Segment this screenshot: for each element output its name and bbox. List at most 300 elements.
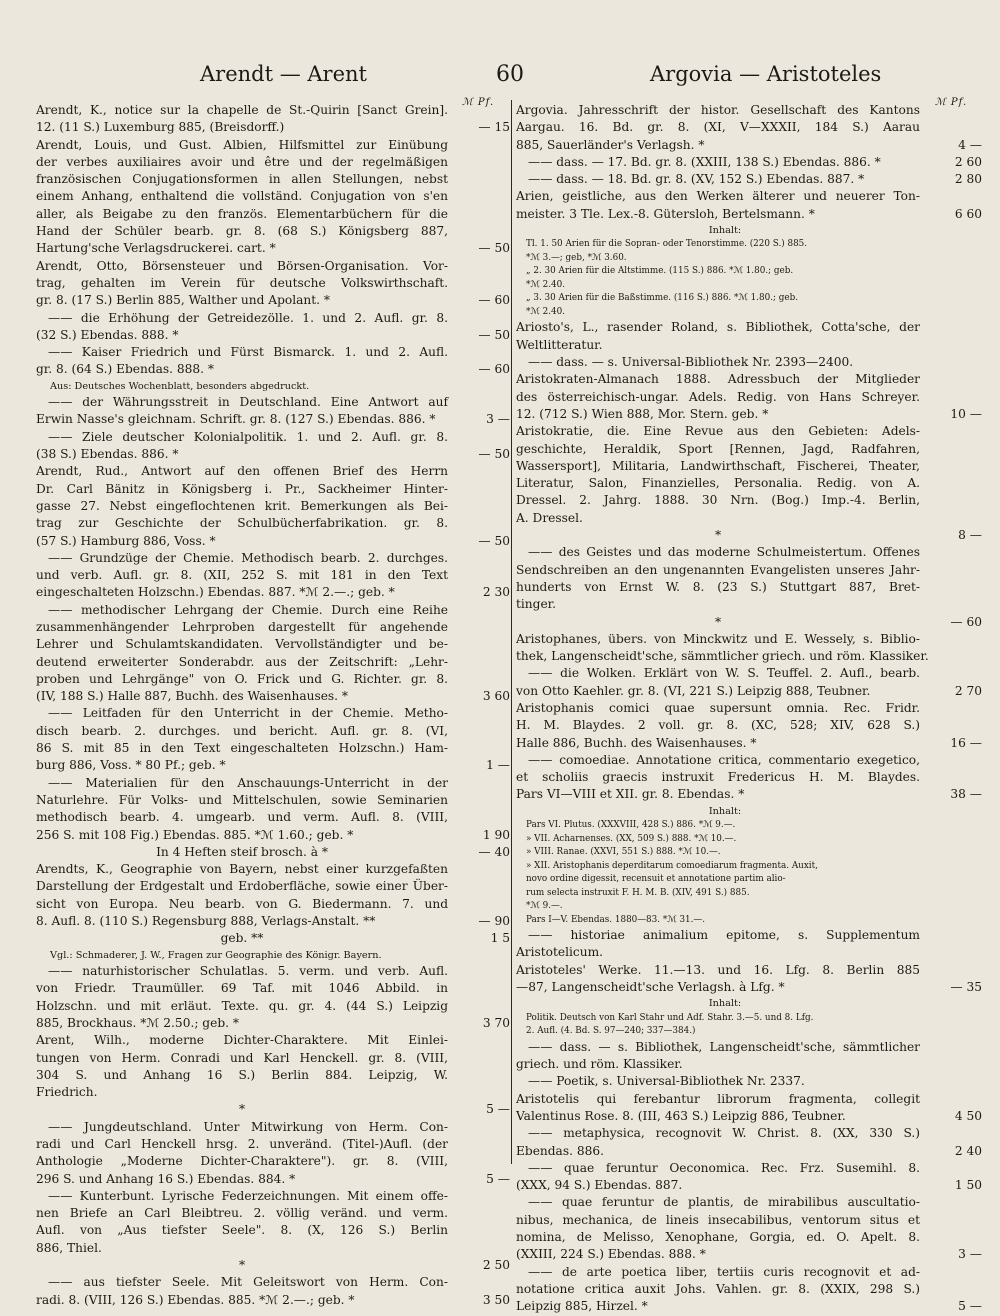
entry-line — [516, 648, 982, 665]
entry-text: Ariosto's, L., rasender Roland, s. Bibliothek, Cotta'sche, der — [516, 320, 920, 335]
entry-line — [36, 1032, 510, 1049]
entry-line — [516, 683, 982, 700]
entry-price: 2 80 — [954, 172, 982, 187]
entry-line — [516, 562, 982, 579]
entry-line — [516, 458, 982, 475]
entry-line — [36, 550, 510, 567]
entry-line — [516, 1025, 982, 1039]
entry-line — [36, 154, 510, 171]
entry-price: — 35 — [950, 980, 982, 995]
entry-line — [36, 1240, 510, 1257]
entry-text: (57 S.) Hamburg 886, Voss. * — [36, 533, 216, 548]
entry-text: trag, gehalten im Verein für deutsche Volkswirthschaft. — [36, 275, 448, 290]
entry-line — [36, 379, 510, 394]
entry-line — [36, 1205, 510, 1222]
entry-text: (XXX, 94 S.) Ebendas. 887. — [516, 1178, 683, 1193]
entry-price: 2 50 — [482, 1258, 510, 1273]
price-column-head-right: ℳ Pf. — [935, 97, 968, 108]
entry-line — [36, 740, 510, 757]
entry-line — [516, 371, 982, 388]
entry-price: 1 — — [486, 758, 510, 773]
entry-text: » VII. Acharnenses. (XX, 509 S.) 888. *ℳ 10.—. — [526, 833, 737, 844]
entry-text: gr. 8. (64 S.) Ebendas. 888. * — [36, 362, 215, 377]
entry-line — [516, 1229, 982, 1246]
entry-line — [516, 441, 982, 458]
entry-line — [516, 819, 982, 833]
entry-line — [36, 275, 510, 292]
entry-price: — 50 — [478, 533, 510, 548]
entry-line — [36, 240, 510, 257]
entry-price: — 40 — [478, 844, 510, 859]
entry-price: 4 50 — [954, 1108, 982, 1123]
entry-line — [516, 900, 982, 914]
entry-text: *ℳ 2.40. — [526, 306, 565, 317]
entry-text: französischen Conjugationsformen in allen Stellungen, nebst — [36, 172, 448, 187]
entry-line — [36, 1084, 510, 1101]
entry-line — [36, 446, 510, 463]
entry-line — [516, 1056, 982, 1073]
entry-text: Holzschn. und mit erläut. Texte. qu. gr. 4. (44 S.) Leipzig — [36, 998, 448, 1013]
entry-line — [36, 137, 510, 154]
entry-text: notatione critica auxit Johs. Vahlen. gr. 8. (XXIX, 298 S.) — [516, 1281, 920, 1296]
entry-text: disch bearb. 2. durchges. und bericht. Aufl. gr. 8. (VI, — [36, 723, 448, 738]
entry-text: Darstellung der Erdgestalt und Erdoberfläche, sowie einer Über- — [36, 879, 448, 894]
entry-line — [516, 544, 982, 561]
entry-line — [516, 596, 982, 613]
entry-text: 86 S. mit 85 in den Text eingeschalteten Holzschn.) Ham- — [36, 741, 448, 756]
entry-price: 5 — — [958, 1299, 982, 1314]
entry-line — [516, 1091, 982, 1108]
entry-line — [36, 930, 510, 947]
entry-text: tungen von Herm. Conradi und Karl Henckell. gr. 8. (VIII, — [36, 1050, 448, 1065]
entry-line — [36, 1257, 510, 1274]
entry-line — [516, 1298, 982, 1315]
entry-line — [516, 944, 982, 961]
entry-line — [36, 602, 510, 619]
entry-text: eingeschalteten Holzschn.) Ebendas. 887. *ℳ 2.—.; geb. * — [36, 585, 395, 600]
entry-line — [36, 258, 510, 275]
entry-text: —— der Währungsstreit in Deutschland. Eine Antwort auf — [48, 395, 448, 410]
entry-text: Arendt, Rud., Antwort auf den offenen Brief des Herrn — [36, 464, 448, 479]
entry-line — [36, 344, 510, 361]
entry-price: — 60 — [478, 293, 510, 308]
entry-text: Arendt, Louis, und Gust. Albien, Hilfsmittel zur Einübung — [36, 137, 448, 152]
entry-line — [516, 423, 982, 440]
entry-line — [516, 769, 982, 786]
entry-text: Lehrer und Schulamtskandidaten. Vervollständigter und be- — [36, 637, 448, 652]
entry-text: Arien, geistliche, aus den Werken älterer und neuerer Ton- — [516, 189, 920, 204]
entry-text: Aristokraten-Almanach 1888. Adressbuch der Mitglieder — [516, 372, 920, 387]
entry-text: 885, Sauerländer's Verlagsh. * — [516, 137, 705, 152]
entry-line — [516, 119, 982, 136]
entry-price: 6 60 — [954, 206, 982, 221]
entry-line — [36, 119, 510, 136]
entry-text: Dressel. 2. Jahrg. 1888. 30 Nrn. (Bog.) Imp.-4. Berlin, — [516, 493, 920, 508]
entry-line — [516, 188, 982, 205]
entry-text: Ebendas. 886. — [516, 1143, 604, 1158]
entry-text: 885, Brockhaus. *ℳ 2.50.; geb. * — [36, 1015, 239, 1030]
entry-line — [36, 792, 510, 809]
entry-text: sicht von Europa. Neu bearb. von G. Biedermann. 7. und — [36, 896, 448, 911]
entry-text: —87, Langenscheidt'sche Verlagsh. à Lfg. * — [516, 980, 785, 995]
price-column-head-left: ℳ Pf. — [462, 97, 495, 108]
entry-line — [516, 1012, 982, 1026]
entry-line — [516, 735, 982, 752]
entry-text: —— Ziele deutscher Kolonialpolitik. 1. und 2. Aufl. gr. 8. — [48, 429, 448, 444]
entry-text: —— Poetik, s. Universal-Bibliothek Nr. 2337. — [528, 1074, 805, 1089]
entry-line — [516, 833, 982, 847]
entry-text: griech. und röm. Klassiker. — [516, 1057, 683, 1072]
entry-price: 3 70 — [482, 1015, 510, 1030]
entry-line — [516, 389, 982, 406]
entry-line — [516, 1177, 982, 1194]
entry-line — [36, 498, 510, 515]
entry-line — [516, 510, 982, 527]
entry-text: Argovia. Jahresschrift der histor. Gesellschaft des Kantons — [516, 103, 920, 117]
entry-text: zusammenhängender Lehrproben dargestellt für angehende — [36, 620, 448, 634]
entry-text: proben und Lehrgänge" von O. Frick und G. Richter. gr. 8. — [36, 671, 448, 686]
entry-text: Inhalt: — [708, 805, 742, 817]
entry-text: —— dass. — 17. Bd. gr. 8. (XXIII, 138 S.) Ebendas. 886. * — [528, 154, 881, 169]
entry-line — [36, 567, 510, 584]
entry-text: —— historiae animalium epitome, s. Supplementum — [528, 928, 920, 943]
entry-text: „ 3. 30 Arien für die Baßstimme. (116 S.) 886. *ℳ 1.80.; geb. — [526, 293, 799, 304]
entry-line — [36, 361, 510, 378]
entry-line — [36, 705, 510, 722]
entry-text: 2. Aufl. (4. Bd. S. 97—240; 337—384.) — [526, 1026, 696, 1037]
entry-text: von Friedr. Traumüller. 69 Taf. mit 1046 Abbild. in — [36, 981, 448, 996]
entry-text: Dr. Carl Bänitz in Königsberg i. Pr., Sackheimer Hinter- — [36, 481, 448, 496]
entry-line — [36, 188, 510, 205]
entry-price: 2 70 — [954, 683, 982, 698]
entry-line — [516, 406, 982, 423]
entry-line — [36, 861, 510, 878]
entry-text: der verbes auxiliaires avoir und être und der regelmäßigen — [36, 154, 448, 169]
entry-text: —— aus tiefster Seele. Mit Geleitswort von Herm. Con- — [48, 1275, 448, 1290]
entry-text: Wassersport], Militaria, Landwirthschaft, Fischerei, Theater, — [516, 458, 920, 473]
entry-line — [516, 887, 982, 901]
entry-text: Pars VI. Plutus. (XXXVIII, 428 S.) 886. *ℳ 9.—. — [526, 820, 736, 831]
entry-text: Halle 886, Buchh. des Waisenhauses. * — [516, 735, 757, 750]
entry-line — [516, 700, 982, 717]
entry-text: einem Anhang, enthaltend die vollständ. Conjugation von s'en — [36, 189, 448, 204]
entry-line — [516, 102, 982, 119]
entry-text: Anthologie „Moderne Dichter-Charaktere"). gr. 8. (VIII, — [36, 1154, 448, 1169]
entry-line — [36, 948, 510, 963]
entry-text: —— Kunterbunt. Lyrische Federzeichnungen. Mit einem offe- — [48, 1188, 448, 1203]
entry-text: (38 S.) Ebendas. 886. * — [36, 447, 179, 462]
entry-text: Leipzig 885, Hirzel. * — [516, 1299, 648, 1314]
entry-line — [516, 631, 982, 648]
entry-line — [36, 913, 510, 930]
entry-price: 4 — — [958, 137, 982, 152]
entry-text: *ℳ 9.—. — [526, 901, 563, 912]
entry-text: 296 S. und Anhang 16 S.) Ebendas. 884. * — [36, 1171, 296, 1186]
entry-text: nen Briefe an Carl Bleibtreu. 2. völlig veränd. und verm. — [36, 1206, 448, 1221]
entry-text: 12. (11 S.) Luxemburg 885, (Breisdorff.) — [36, 120, 285, 135]
entry-text: Aristotelis qui ferebantur librorum fragmenta, collegit — [516, 1091, 920, 1106]
entry-line — [516, 1246, 982, 1263]
entry-text: —— dass. — 18. Bd. gr. 8. (XV, 152 S.) Ebendas. 887. * — [528, 172, 865, 187]
entry-text: radi. 8. (VIII, 126 S.) Ebendas. 885. *ℳ 2.—.; geb. * — [36, 1292, 355, 1307]
entry-line — [516, 1073, 982, 1090]
entry-price: 3 60 — [482, 689, 510, 704]
entry-line — [516, 154, 982, 171]
entry-text: Aufl. von „Aus tiefster Seele". 8. (X, 126 S.) Berlin — [36, 1223, 448, 1238]
entry-text: Weltlitteratur. — [516, 337, 603, 352]
entry-text: —— quae feruntur de plantis, de mirabilibus auscultatio- — [528, 1195, 920, 1210]
entry-text: In 4 Heften steif brosch. à * — [156, 844, 328, 859]
entry-price: 1 90 — [482, 827, 510, 842]
entry-line — [516, 579, 982, 596]
entry-price: 2 60 — [954, 154, 982, 169]
entry-line — [516, 860, 982, 874]
entry-line — [36, 481, 510, 498]
entry-text: Sendschreiben an den ungenannten Evangelisten unseres Jahr- — [516, 562, 920, 577]
entry-price: — 50 — [478, 447, 510, 462]
entry-text: Inhalt: — [708, 998, 742, 1010]
entry-price: — 90 — [478, 914, 510, 929]
entry-line — [36, 619, 510, 636]
entry-text: trag zur Geschichte der Schulbücherfabrikation. gr. 8. — [36, 516, 448, 531]
entry-line — [36, 1274, 510, 1291]
entry-text: 886, Thiel. — [36, 1240, 102, 1255]
entry-line — [516, 206, 982, 223]
entry-text: Aus: Deutsches Wochenblatt, besonders abgedruckt. — [50, 380, 310, 392]
entry-line — [36, 998, 510, 1015]
entry-line — [36, 1050, 510, 1067]
entry-line — [516, 475, 982, 492]
entry-text: meister. 3 Tle. Lex.-8. Gütersloh, Bertelsmann. * — [516, 206, 815, 221]
entry-text: geb. ** — [220, 931, 264, 946]
entry-text: aller, als Beigabe zu den französ. Elementarbüchern für die — [36, 206, 448, 221]
entry-line — [36, 1222, 510, 1239]
entry-line — [36, 878, 510, 895]
entry-text: „ 2. 30 Arien für die Altstimme. (115 S.) 886. *ℳ 1.80.; geb. — [526, 266, 794, 277]
entry-line — [36, 463, 510, 480]
entry-text: rum selecta instruxit F. H. M. B. (XIV, 491 S.) 885. — [526, 887, 750, 898]
entry-text: Politik. Deutsch von Karl Stahr und Adf. Stahr. 3.—5. und 8. Lfg. — [526, 1012, 814, 1023]
entry-line — [516, 279, 982, 293]
entry-line — [36, 1188, 510, 1205]
entry-text: Arendt, Otto, Börsensteuer und Börsen-Organisation. Vor- — [36, 258, 448, 273]
entry-text: 12. (712 S.) Wien 888, Mor. Stern. geb. * — [516, 406, 769, 421]
entry-price: 16 — — [950, 735, 982, 750]
entry-line — [516, 137, 982, 154]
entry-price: 8 — — [958, 528, 982, 543]
page-number: 60 — [496, 62, 524, 87]
entry-text: *ℳ 3.—; geb, *ℳ 3.60. — [526, 252, 627, 263]
entry-text: von Otto Kaehler. gr. 8. (VI, 221 S.) Leipzig 888, Teubner. — [516, 683, 871, 698]
entry-line — [516, 171, 982, 188]
entry-line — [516, 786, 982, 803]
entry-text: gr. 8. (17 S.) Berlin 885, Walther und Apolant. * — [36, 293, 330, 308]
entry-text: et scholiis graecis instruxit Fredericus H. M. Blaydes. — [516, 770, 920, 785]
entry-line — [36, 171, 510, 188]
entry-text: thek, Langenscheidt'sche, sämmtlicher griech. und röm. Klassiker. — [516, 649, 929, 664]
entry-text: des österreichisch-ungar. Adels. Redig. von Hans Schreyer. — [516, 389, 920, 404]
entry-price: — 15 — [478, 120, 510, 135]
entry-line — [36, 1119, 510, 1136]
entry-price: — 50 — [478, 241, 510, 256]
entry-line — [36, 1171, 510, 1188]
entry-text: radi und Carl Henckell hrsg. 2. unveränd. (Titel-)Aufl. (der — [36, 1137, 448, 1151]
entry-price: 3 — — [486, 412, 510, 427]
entry-line — [36, 1067, 510, 1084]
entry-text: (IV, 188 S.) Halle 887, Buchh. des Waisenhauses. * — [36, 689, 349, 704]
entry-line — [36, 1136, 510, 1153]
entry-text: * — [238, 1258, 246, 1273]
entry-line — [516, 492, 982, 509]
entry-line — [36, 584, 510, 601]
entry-price: 2 30 — [482, 585, 510, 600]
entry-line — [36, 775, 510, 792]
entry-text: —— Kaiser Friedrich und Fürst Bismarck. 1. und 2. Aufl. — [48, 345, 448, 360]
entry-price: 10 — — [950, 406, 982, 421]
entry-line — [36, 429, 510, 446]
entry-line — [516, 1194, 982, 1211]
entry-line — [36, 809, 510, 826]
entry-text: A. Dressel. — [516, 510, 583, 525]
entry-line — [516, 996, 982, 1011]
entry-line — [36, 206, 510, 223]
entry-text: Literatur, Salon, Finanzielles, Personalia. Redig. von A. — [516, 476, 920, 491]
entry-text: —— de arte poetica liber, tertiis curis recognovit et ad- — [528, 1264, 920, 1279]
entry-text: —— naturhistorischer Schulatlas. 5. verm. und verb. Aufl. — [48, 964, 448, 979]
entry-line — [516, 1264, 982, 1281]
entry-text: —— Grundzüge der Chemie. Methodisch bearb. 2. durchges. — [48, 550, 448, 565]
entry-text: 304 S. und Anhang 16 S.) Berlin 884. Leipzig, W. — [36, 1067, 448, 1082]
entry-line — [36, 1292, 510, 1309]
column-divider — [511, 100, 512, 1164]
entry-text: (32 S.) Ebendas. 888. * — [36, 327, 179, 342]
entry-text: Naturlehre. Für Volks- und Mittelschulen, sowie Seminarien — [36, 792, 448, 807]
entry-text: Pars I—V. Ebendas. 1880—83. *ℳ 31.—. — [526, 914, 706, 925]
entry-price: 2 40 — [954, 1143, 982, 1158]
entry-text: Arendt, K., notice sur la chapelle de St.-Quirin [Sanct Grein]. — [36, 103, 448, 117]
entry-text: —— metaphysica, recognovit W. Christ. 8. (XX, 330 S.) — [528, 1126, 920, 1141]
entry-line — [516, 292, 982, 306]
entry-line — [36, 636, 510, 653]
entry-price: 1 50 — [954, 1178, 982, 1193]
entry-price: 3 50 — [482, 1292, 510, 1307]
entry-text: burg 886, Voss. * 80 Pf.; geb. * — [36, 758, 226, 773]
entry-text: Pars VI—VIII et XII. gr. 8. Ebendas. * — [516, 787, 745, 802]
entry-line — [36, 963, 510, 980]
entry-line — [36, 757, 510, 774]
entry-line — [516, 873, 982, 887]
entry-line — [516, 252, 982, 266]
entry-line — [36, 1015, 510, 1032]
entry-line — [36, 980, 510, 997]
entry-line — [516, 665, 982, 682]
entry-text: —— quae feruntur Oeconomica. Rec. Frz. Susemihl. 8. — [528, 1160, 920, 1175]
entry-text: —— die Wolken. Erklärt von W. S. Teuffel. 2. Aufl., bearb. — [528, 666, 920, 681]
entry-price: — 50 — [478, 327, 510, 342]
entry-line — [36, 533, 510, 550]
entry-text: —— methodischer Lehrgang der Chemie. Durch eine Reihe — [48, 602, 448, 617]
entry-line — [516, 1125, 982, 1142]
entry-price: — 60 — [950, 614, 982, 629]
entry-line — [36, 394, 510, 411]
entry-line — [516, 846, 982, 860]
entry-text: Aargau. 16. Bd. gr. 8. (XI, V—XXXII, 184 S.) Aarau — [516, 120, 920, 135]
entry-text: 8. Aufl. 8. (110 S.) Regensburg 888, Verlags-Anstalt. ** — [36, 914, 376, 929]
entry-line — [36, 292, 510, 309]
entry-price: 38 — — [950, 787, 982, 802]
entry-text: Tl. 1. 50 Arien für die Sopran- oder Tenorstimme. (220 S.) 885. — [526, 239, 808, 250]
entry-text: nomina, de Melisso, Xenophane, Gorgia, ed. O. Apelt. 8. — [516, 1230, 920, 1245]
entry-text: gasse 27. Nebst eingeflochtenen krit. Bemerkungen als Bei- — [36, 498, 448, 513]
entry-line — [36, 827, 510, 844]
entry-text: —— dass. — s. Universal-Bibliothek Nr. 2393—2400. — [528, 355, 854, 370]
entry-text: —— Materialien für den Anschauungs-Unterricht in der — [48, 775, 448, 790]
entry-text: Aristoteles' Werke. 11.—13. und 16. Lfg. 8. Berlin 885 — [516, 962, 920, 977]
entry-text: novo ordine digessit, recensuit et annotatione partim alio- — [526, 874, 786, 885]
entry-line — [516, 979, 982, 996]
entry-price: — 60 — [478, 362, 510, 377]
entry-text: Arendts, K., Geographie von Bayern, nebst einer kurzgefaßten — [36, 862, 448, 877]
entry-text: Aristokratie, die. Eine Revue aus den Gebieten: Adels- — [516, 424, 920, 439]
entry-text: —— Leitfaden für den Unterricht in der Chemie. Metho- — [48, 706, 448, 721]
entry-text: methodisch bearb. 4. umgearb. und verm. Aufl. 8. (VIII, — [36, 810, 448, 825]
entry-text: (XXIII, 224 S.) Ebendas. 888. * — [516, 1247, 706, 1262]
entry-text: deutend erweiterter Sonderabdr. aus der Zeitschrift: „Lehr- — [36, 654, 448, 669]
entry-text: —— Jungdeutschland. Unter Mitwirkung von Herm. Con- — [48, 1119, 448, 1134]
entry-line — [36, 102, 510, 119]
entry-line — [36, 1153, 510, 1170]
entry-line — [516, 927, 982, 944]
entry-line — [36, 723, 510, 740]
entry-text: Aristophanis comici quae supersunt omnia. Rec. Fridr. — [516, 701, 920, 715]
running-header — [0, 62, 1000, 92]
entry-line — [36, 411, 510, 428]
entry-line — [516, 614, 982, 631]
entry-line — [36, 310, 510, 327]
entry-line — [516, 238, 982, 252]
entry-text: —— die Erhöhung der Getreidezölle. 1. und 2. Aufl. gr. 8. — [48, 310, 448, 325]
entry-line — [516, 354, 982, 371]
header-right: Argovia — Aristoteles — [650, 62, 882, 86]
entry-text: geschichte, Heraldik, Sport [Rennen, Jagd, Radfahren, — [516, 441, 920, 456]
entry-text: » XII. Aristophanis deperditarum comoediarum fragmenta. Auxit, — [526, 860, 818, 871]
entry-line — [516, 265, 982, 279]
right-column — [516, 102, 982, 1316]
entry-text: * — [714, 528, 722, 543]
entry-text: 256 S. mit 108 Fig.) Ebendas. 885. *ℳ 1.60.; geb. * — [36, 827, 354, 842]
entry-text: nibus, mechanica, de lineis insecabilibus, ventorum situs et — [516, 1212, 920, 1227]
entry-text: Friedrich. — [36, 1085, 98, 1100]
entry-line — [36, 688, 510, 705]
entry-text: Hartung'sche Verlagsdruckerei. cart. * — [36, 241, 276, 256]
entry-price: 3 — — [958, 1247, 982, 1262]
entry-line — [36, 671, 510, 688]
entry-text: Valentinus Rose. 8. (III, 463 S.) Leipzig 886, Teubner. — [516, 1108, 846, 1123]
entry-line — [516, 962, 982, 979]
entry-text: Hand der Schüler bearb. gr. 8. (68 S.) Königsberg 887, — [36, 224, 448, 239]
entry-line — [516, 914, 982, 928]
entry-text: hunderts von Ernst W. 8. (23 S.) Stuttgart 887, Bret- — [516, 579, 920, 594]
entry-text: Arent, Wilh., moderne Dichter-Charaktere. Mit Einlei- — [36, 1033, 448, 1048]
entry-price: 1 5 — [490, 931, 510, 946]
entry-line — [516, 223, 982, 238]
entry-text: Erwin Nasse's gleichnam. Schrift. gr. 8. (127 S.) Ebendas. 886. * — [36, 412, 436, 427]
entry-line — [36, 1101, 510, 1118]
entry-text: Aristophanes, übers. von Minckwitz und E. Wessely, s. Biblio- — [516, 631, 920, 646]
entry-line — [36, 896, 510, 913]
entry-line — [516, 752, 982, 769]
entry-line — [36, 327, 510, 344]
